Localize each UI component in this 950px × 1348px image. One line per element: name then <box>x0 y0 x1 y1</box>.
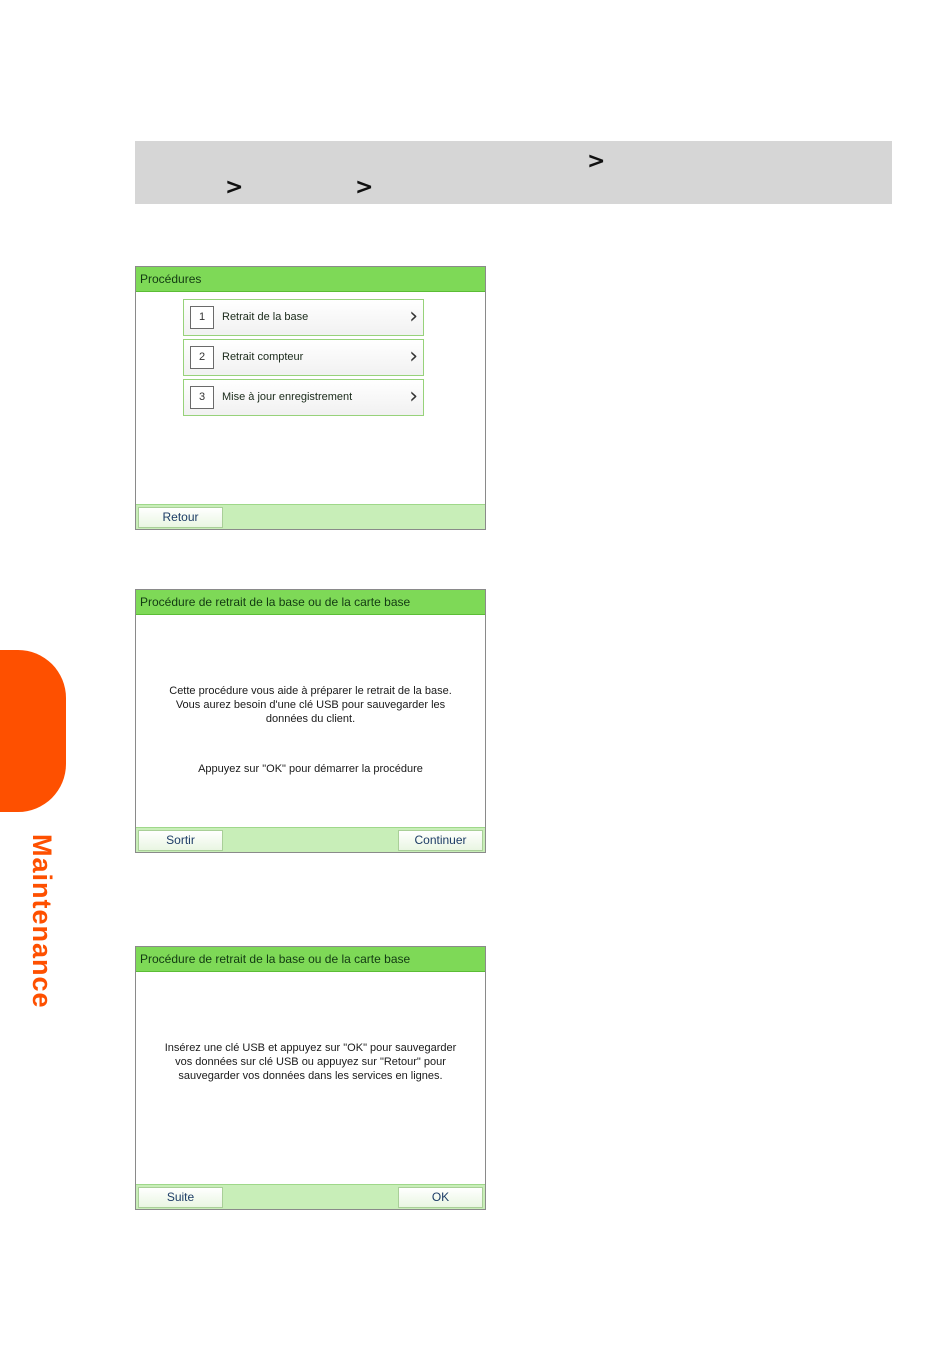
screen-title: Procédures <box>136 267 485 292</box>
navigation-path-bar <box>135 141 892 204</box>
chevron-right-icon: › <box>409 384 418 409</box>
path-chevron-icon: > <box>587 149 606 174</box>
menu-item-label: Retrait de la base <box>222 311 309 323</box>
prompt-message: Appuyez sur "OK" pour démarrer la procédure <box>198 763 423 775</box>
message-line: sauvegarder vos données dans les services en lignes. <box>178 1070 443 1082</box>
path-chevron-icon: > <box>225 175 244 200</box>
suite-button[interactable]: Suite <box>138 1187 223 1208</box>
menu-item-retrait-base[interactable] <box>183 299 424 336</box>
menu-item-label: Retrait compteur <box>222 351 304 363</box>
menu-item-number: 3 <box>190 386 214 409</box>
soft-key-bar <box>136 827 485 852</box>
procedures-screen <box>135 266 486 530</box>
section-label: Maintenance <box>27 834 57 1009</box>
ok-button[interactable]: OK <box>398 1187 483 1208</box>
screen-title: Procédure de retrait de la base ou de la carte base <box>136 590 485 615</box>
message-line: Insérez une clé USB et appuyez sur "OK" pour sauvegarder <box>164 1042 457 1054</box>
procedure-intro-screen <box>135 589 486 853</box>
soft-key-bar <box>136 1184 485 1209</box>
message-line: vos données sur clé USB ou appuyez sur "Retour" pour <box>175 1056 446 1068</box>
menu-item-mise-a-jour[interactable] <box>183 379 424 416</box>
path-chevron-icon: > <box>355 175 374 200</box>
info-message <box>142 684 479 726</box>
chevron-right-icon: › <box>409 344 418 369</box>
menu-item-number: 2 <box>190 346 214 369</box>
message-line: Vous aurez besoin d'une clé USB pour sauvegarder les <box>175 699 446 711</box>
info-message <box>142 1041 479 1083</box>
menu-item-retrait-compteur[interactable] <box>183 339 424 376</box>
retour-button[interactable]: Retour <box>138 507 223 528</box>
menu-item-number: 1 <box>190 306 214 329</box>
chevron-right-icon: › <box>409 304 418 329</box>
continuer-button[interactable]: Continuer <box>398 830 483 851</box>
usb-backup-screen <box>135 946 486 1210</box>
message-line: données du client. <box>265 713 356 725</box>
soft-key-bar <box>136 504 485 529</box>
section-tab <box>0 650 66 812</box>
screen-title: Procédure de retrait de la base ou de la carte base <box>136 947 485 972</box>
menu-item-label: Mise à jour enregistrement <box>222 391 353 403</box>
sortir-button[interactable]: Sortir <box>138 830 223 851</box>
message-line: Cette procédure vous aide à préparer le retrait de la base. <box>169 685 452 697</box>
